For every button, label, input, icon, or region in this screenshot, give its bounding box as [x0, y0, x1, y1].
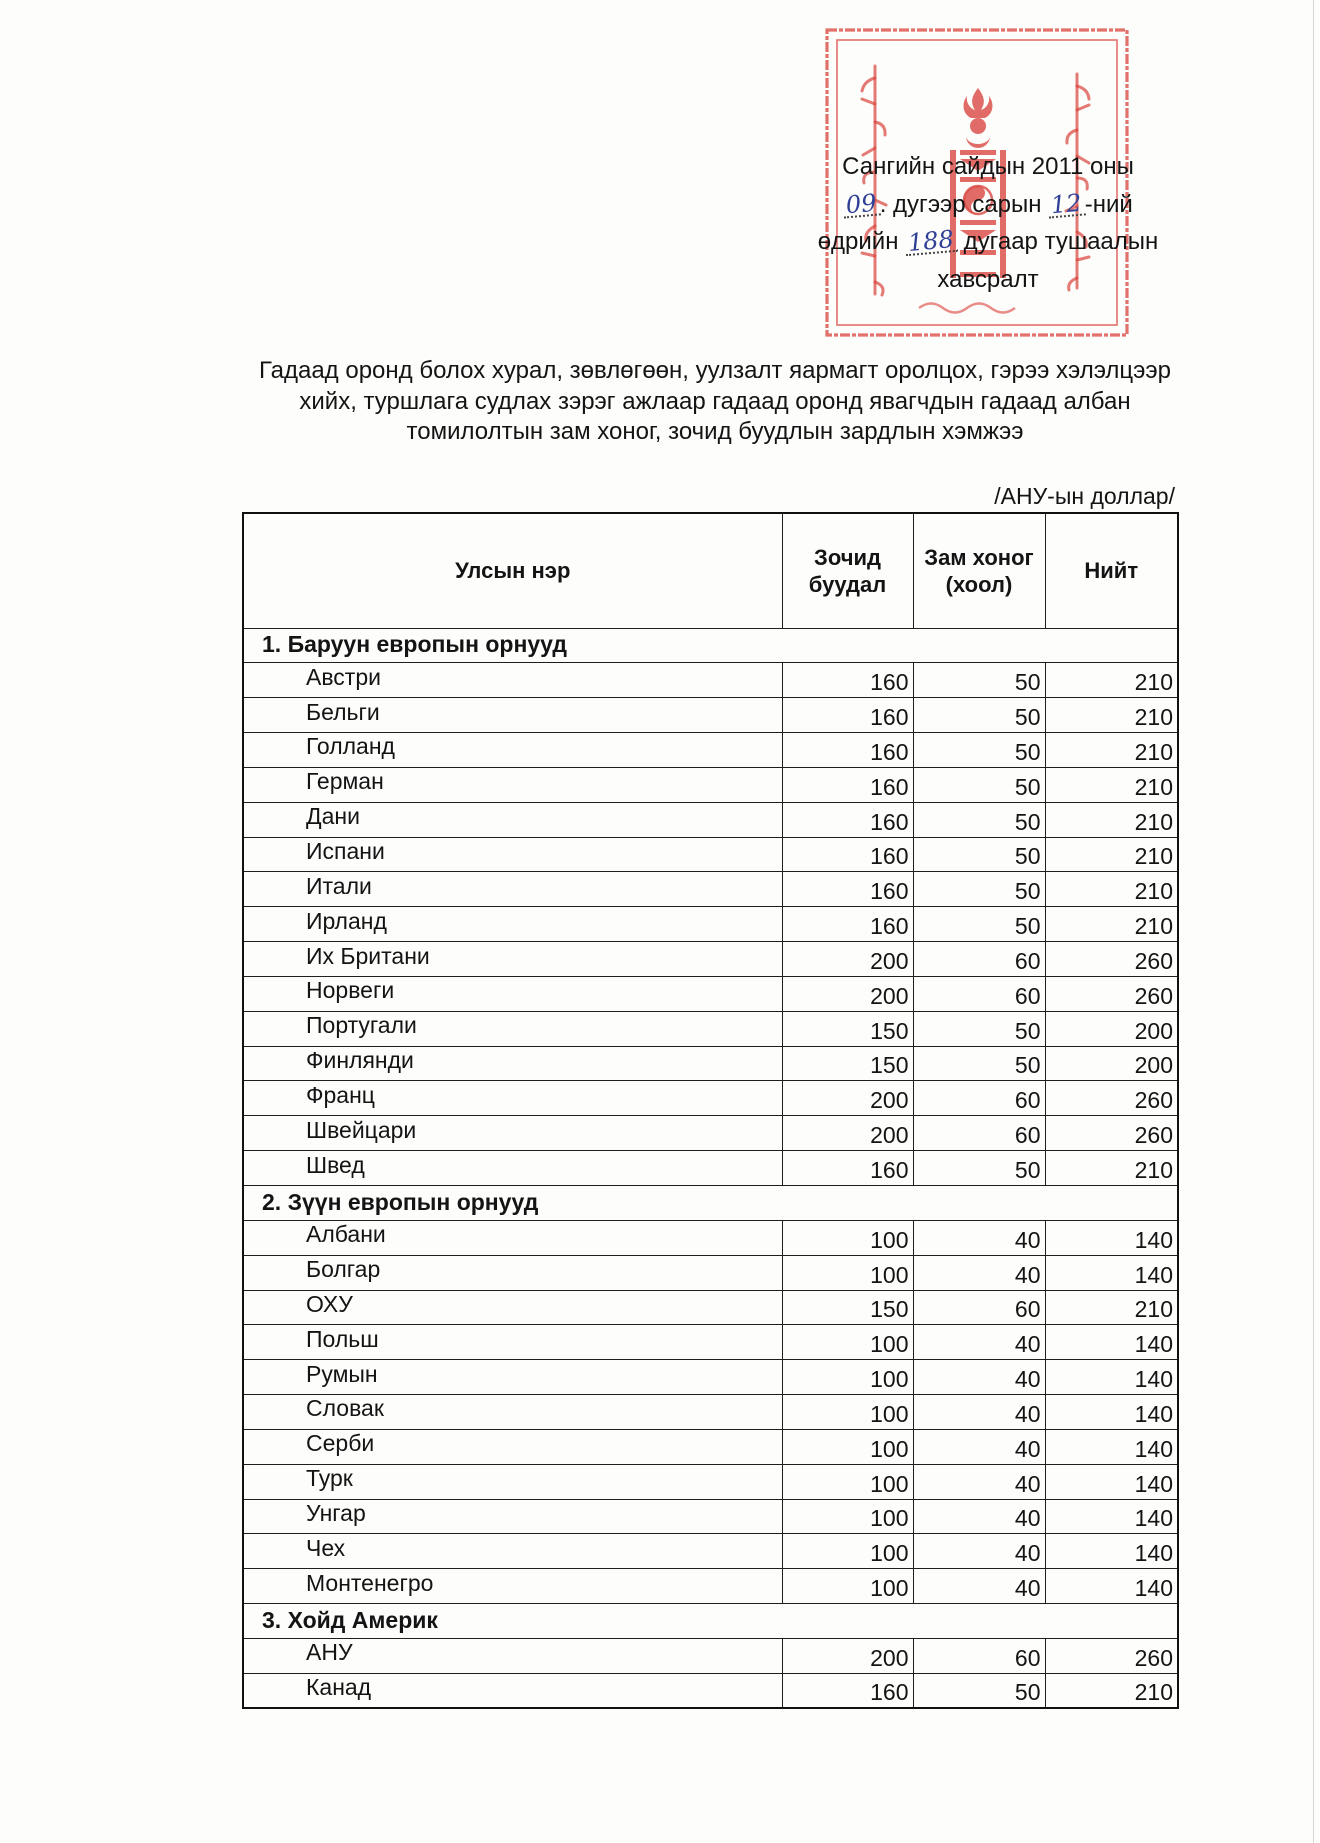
- hotel-rate-cell: 100: [782, 1325, 913, 1360]
- total-cell: 210: [1045, 698, 1178, 733]
- country-name-cell: Дани: [243, 802, 782, 837]
- section-title: 1. Баруун европын орнууд: [243, 628, 1178, 663]
- country-name-cell: Норвеги: [243, 976, 782, 1011]
- meal-allowance-cell: 40: [913, 1464, 1045, 1499]
- country-row: [243, 1220, 1178, 1255]
- meal-allowance-cell: 50: [913, 733, 1045, 768]
- document-title: [160, 356, 1270, 448]
- total-cell: 210: [1045, 837, 1178, 872]
- stamp-bottom-mark: [919, 304, 1015, 313]
- appendix-month-label: . дугээр сарын: [879, 190, 1042, 218]
- meal-allowance-cell: 50: [913, 837, 1045, 872]
- handwritten-day: 12: [1047, 191, 1085, 218]
- meal-allowance-cell: 60: [913, 1290, 1045, 1325]
- scan-edge-line: [1313, 0, 1314, 1843]
- hotel-rate-cell: 200: [782, 976, 913, 1011]
- section-title: 3. Хойд Америк: [243, 1604, 1178, 1639]
- total-cell: 260: [1045, 1638, 1178, 1673]
- country-row: [243, 1464, 1178, 1499]
- total-cell: 260: [1045, 976, 1178, 1011]
- total-cell: 140: [1045, 1255, 1178, 1290]
- country-row: [243, 1325, 1178, 1360]
- hotel-rate-cell: 160: [782, 872, 913, 907]
- header-hotel-line-2: буудал: [808, 571, 887, 597]
- meal-allowance-cell: 40: [913, 1429, 1045, 1464]
- meal-allowance-cell: 40: [913, 1220, 1045, 1255]
- meal-allowance-cell: 60: [913, 1116, 1045, 1151]
- total-cell: 140: [1045, 1569, 1178, 1604]
- country-row: [243, 1011, 1178, 1046]
- total-cell: 140: [1045, 1220, 1178, 1255]
- header-meals-line-2: (хоол): [945, 571, 1013, 597]
- country-name-cell: Финлянди: [243, 1046, 782, 1081]
- header-country: Улсын нэр: [243, 513, 782, 628]
- hotel-rate-cell: 200: [782, 1081, 913, 1116]
- meal-allowance-cell: 50: [913, 698, 1045, 733]
- header-hotel: [782, 513, 913, 628]
- hotel-rate-cell: 160: [782, 802, 913, 837]
- country-name-cell: Польш: [243, 1325, 782, 1360]
- meal-allowance-cell: 50: [913, 767, 1045, 802]
- total-cell: 200: [1045, 1011, 1178, 1046]
- country-name-cell: Унгар: [243, 1499, 782, 1534]
- hotel-rate-cell: 160: [782, 907, 913, 942]
- country-name-cell: Австри: [243, 663, 782, 698]
- country-row: [243, 1429, 1178, 1464]
- country-row: [243, 907, 1178, 942]
- country-name-cell: Албани: [243, 1220, 782, 1255]
- section-header-row: [243, 628, 1178, 663]
- country-row: [243, 767, 1178, 802]
- country-row: [243, 1499, 1178, 1534]
- total-cell: 140: [1045, 1360, 1178, 1395]
- country-row: [243, 1569, 1178, 1604]
- country-row: [243, 1116, 1178, 1151]
- title-line-1: Гадаад оронд болох хурал, зөвлөгөөн, уулзалт яармагт оролцох, гэрээ хэлэлцээр: [258, 357, 1172, 384]
- appendix-ministry-line: Сангийн сайдын 2011 оны: [842, 153, 1134, 180]
- country-name-cell: ОХУ: [243, 1290, 782, 1325]
- section-header-row: [243, 1186, 1178, 1221]
- country-row: [243, 802, 1178, 837]
- hotel-rate-cell: 160: [782, 837, 913, 872]
- country-row: [243, 1151, 1178, 1186]
- appendix-note: [778, 148, 1198, 298]
- hotel-rate-cell: 100: [782, 1464, 913, 1499]
- meal-allowance-cell: 50: [913, 1673, 1045, 1708]
- total-cell: 210: [1045, 1673, 1178, 1708]
- total-cell: 210: [1045, 872, 1178, 907]
- country-name-cell: Португали: [243, 1011, 782, 1046]
- meal-allowance-cell: 60: [913, 942, 1045, 977]
- appendix-date-line: [778, 186, 1198, 224]
- hotel-rate-cell: 160: [782, 698, 913, 733]
- title-line-2: хийх, туршлага судлах зэрэг ажлаар гадаад оронд явагчдын гадаад албан: [299, 387, 1131, 415]
- hotel-rate-cell: 200: [782, 1638, 913, 1673]
- hotel-rate-cell: 100: [782, 1255, 913, 1290]
- meal-allowance-cell: 50: [913, 802, 1045, 837]
- hotel-rate-cell: 100: [782, 1429, 913, 1464]
- country-name-cell: Турк: [243, 1464, 782, 1499]
- total-cell: 260: [1045, 942, 1178, 977]
- meal-allowance-cell: 40: [913, 1325, 1045, 1360]
- meal-allowance-cell: 40: [913, 1360, 1045, 1395]
- meal-allowance-cell: 40: [913, 1395, 1045, 1430]
- country-name-cell: Швейцари: [243, 1116, 782, 1151]
- hotel-rate-cell: 100: [782, 1499, 913, 1534]
- meal-allowance-cell: 60: [913, 976, 1045, 1011]
- title-line-3: томилолтын зам хоног, зочид буудлын зардлын хэмжээ: [406, 418, 1024, 445]
- country-row: [243, 837, 1178, 872]
- hotel-rate-cell: 160: [782, 767, 913, 802]
- hotel-rate-cell: 200: [782, 1116, 913, 1151]
- country-name-cell: Швед: [243, 1151, 782, 1186]
- country-row: [243, 1360, 1178, 1395]
- meal-allowance-cell: 40: [913, 1569, 1045, 1604]
- country-name-cell: Ирланд: [243, 907, 782, 942]
- hotel-rate-cell: 150: [782, 1011, 913, 1046]
- hotel-rate-cell: 150: [782, 1046, 913, 1081]
- total-cell: 210: [1045, 907, 1178, 942]
- total-cell: 210: [1045, 767, 1178, 802]
- header-meals-line-1: Зам хоног: [924, 544, 1034, 570]
- country-name-cell: АНУ: [243, 1638, 782, 1673]
- section-header-row: [243, 1604, 1178, 1639]
- hotel-rate-cell: 100: [782, 1395, 913, 1430]
- total-cell: 140: [1045, 1534, 1178, 1569]
- total-cell: 140: [1045, 1395, 1178, 1430]
- total-cell: 140: [1045, 1429, 1178, 1464]
- table-header-row: [243, 513, 1178, 628]
- country-name-cell: Серби: [243, 1429, 782, 1464]
- total-cell: 210: [1045, 733, 1178, 768]
- country-row: [243, 733, 1178, 768]
- total-cell: 210: [1045, 1290, 1178, 1325]
- country-name-cell: Канад: [243, 1673, 782, 1708]
- hotel-rate-cell: 100: [782, 1360, 913, 1395]
- header-total: Нийт: [1045, 513, 1178, 628]
- hotel-rate-cell: 100: [782, 1220, 913, 1255]
- header-meals: [913, 513, 1045, 628]
- total-cell: 260: [1045, 1081, 1178, 1116]
- appendix-order-line: [778, 223, 1198, 261]
- section-title: 2. Зүүн европын орнууд: [243, 1186, 1178, 1221]
- country-row: [243, 1081, 1178, 1116]
- country-name-cell: Франц: [243, 1081, 782, 1116]
- total-cell: 200: [1045, 1046, 1178, 1081]
- country-name-cell: Голланд: [243, 733, 782, 768]
- total-cell: 140: [1045, 1325, 1178, 1360]
- meal-allowance-cell: 40: [913, 1255, 1045, 1290]
- country-row: [243, 976, 1178, 1011]
- country-row: [243, 698, 1178, 733]
- meal-allowance-cell: 60: [913, 1638, 1045, 1673]
- handwritten-order-number: 188: [904, 228, 958, 256]
- appendix-day-suffix: -ний: [1084, 190, 1133, 218]
- hotel-rate-cell: 160: [782, 663, 913, 698]
- travel-rates-table: [242, 512, 1179, 1709]
- country-name-cell: Болгар: [243, 1255, 782, 1290]
- total-cell: 210: [1045, 802, 1178, 837]
- appendix-order-label: дугаар тушаалын: [963, 228, 1159, 255]
- hotel-rate-cell: 150: [782, 1290, 913, 1325]
- appendix-label-line: хавсралт: [937, 265, 1039, 293]
- country-row: [243, 1673, 1178, 1708]
- hotel-rate-cell: 100: [782, 1569, 913, 1604]
- hotel-rate-cell: 100: [782, 1534, 913, 1569]
- country-row: [243, 872, 1178, 907]
- table-body: [243, 628, 1178, 1708]
- country-name-cell: Монтенегро: [243, 1569, 782, 1604]
- hotel-rate-cell: 160: [782, 1673, 913, 1708]
- country-row: [243, 1290, 1178, 1325]
- meal-allowance-cell: 50: [913, 907, 1045, 942]
- meal-allowance-cell: 50: [913, 1151, 1045, 1186]
- currency-note: /АНУ-ын доллар/: [994, 483, 1175, 509]
- appendix-day-label: өдрийн: [817, 228, 899, 255]
- header-hotel-line-1: Зочид: [814, 544, 881, 570]
- country-name-cell: Итали: [243, 872, 782, 907]
- hotel-rate-cell: 200: [782, 942, 913, 977]
- hotel-rate-cell: 160: [782, 1151, 913, 1186]
- country-name-cell: Бельги: [243, 698, 782, 733]
- country-name-cell: Их Британи: [243, 942, 782, 977]
- country-name-cell: Испани: [243, 837, 782, 872]
- handwritten-month: 09: [842, 191, 880, 218]
- hotel-rate-cell: 160: [782, 733, 913, 768]
- country-name-cell: Герман: [243, 767, 782, 802]
- meal-allowance-cell: 40: [913, 1534, 1045, 1569]
- country-row: [243, 663, 1178, 698]
- meal-allowance-cell: 50: [913, 663, 1045, 698]
- total-cell: 260: [1045, 1116, 1178, 1151]
- meal-allowance-cell: 60: [913, 1081, 1045, 1116]
- country-row: [243, 942, 1178, 977]
- country-row: [243, 1395, 1178, 1430]
- country-name-cell: Чех: [243, 1534, 782, 1569]
- total-cell: 210: [1045, 663, 1178, 698]
- country-name-cell: Румын: [243, 1360, 782, 1395]
- country-row: [243, 1255, 1178, 1290]
- meal-allowance-cell: 50: [913, 1046, 1045, 1081]
- country-row: [243, 1534, 1178, 1569]
- total-cell: 140: [1045, 1464, 1178, 1499]
- meal-allowance-cell: 50: [913, 1011, 1045, 1046]
- total-cell: 140: [1045, 1499, 1178, 1534]
- country-row: [243, 1638, 1178, 1673]
- meal-allowance-cell: 40: [913, 1499, 1045, 1534]
- country-row: [243, 1046, 1178, 1081]
- total-cell: 210: [1045, 1151, 1178, 1186]
- country-name-cell: Словак: [243, 1395, 782, 1430]
- meal-allowance-cell: 50: [913, 872, 1045, 907]
